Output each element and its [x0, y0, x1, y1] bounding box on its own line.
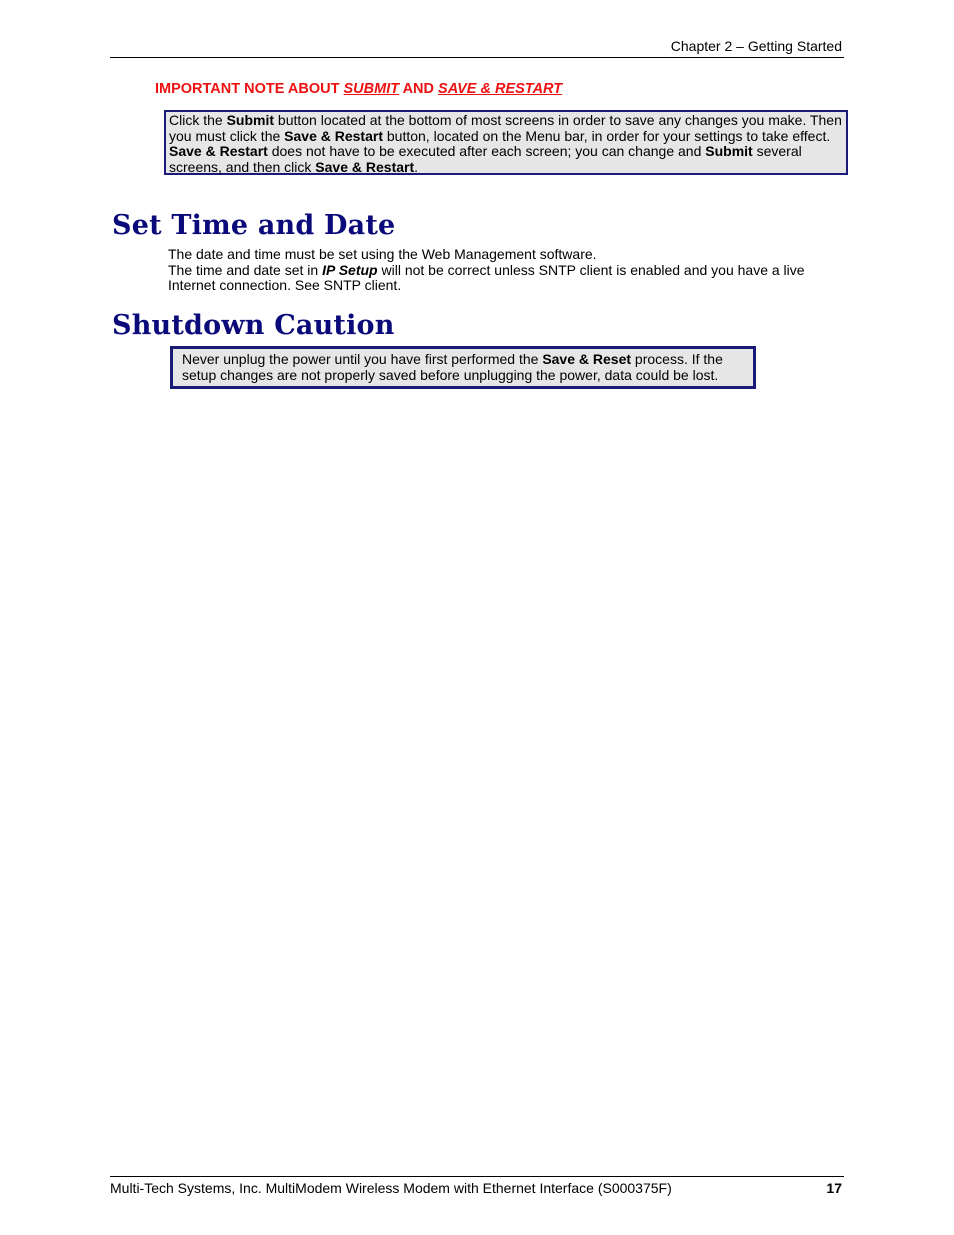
note-text: does not have to be executed after each screen; you can change and	[267, 143, 706, 160]
important-note-box	[164, 110, 848, 175]
note-text: Click the	[169, 112, 227, 128]
page-header	[110, 37, 844, 58]
note-bold-save-restart: Save & Restart	[315, 158, 415, 175]
note-bold-submit: Submit	[705, 143, 753, 160]
note-heading-save-restart: SAVE & RESTART	[438, 81, 563, 97]
note-heading-submit: SUBMIT	[343, 81, 400, 97]
page-number: 17	[826, 1180, 842, 1196]
set-time-line-2	[168, 263, 828, 294]
ip-setup-reference: IP Setup	[322, 261, 378, 278]
caution-bold-save-reset: Save & Reset	[542, 351, 632, 367]
note-bold-save-restart: Save & Restart	[284, 127, 383, 144]
note-bold-submit: Submit	[226, 112, 275, 128]
caution-text: Never unplug the power until you have first performed the	[182, 351, 543, 367]
note-text: button, located on the Menu bar, in order for your settings to take effect.	[382, 127, 831, 144]
section-title-set-time: Set Time and Date	[112, 210, 396, 241]
set-time-text: The time and date set in	[168, 261, 323, 278]
set-time-body	[168, 247, 828, 294]
page-footer	[110, 1176, 844, 1199]
shutdown-caution-box	[170, 346, 756, 389]
note-text: several screens, and then click	[169, 143, 802, 175]
set-time-text: will not be correct unless SNTP client is enabled and you have a live Internet connection. See SNTP client.	[168, 261, 805, 294]
caution-text: process. If the setup changes are not properly saved before unplugging the power, data could be lost.	[182, 351, 723, 383]
note-text: button located at the bottom of most screens in order to save any changes you make. Then you must click the	[169, 112, 842, 144]
note-bold-save-restart: Save & Restart	[169, 143, 268, 160]
note-heading-prefix: IMPORTANT NOTE ABOUT	[155, 81, 344, 97]
note-heading-and: AND	[399, 81, 439, 97]
note-text: .	[414, 158, 419, 175]
set-time-line-1: The date and time must be set using the Web Management software.	[168, 246, 597, 262]
section-title-shutdown: Shutdown Caution	[112, 310, 395, 341]
footer-product: Multi-Tech Systems, Inc. MultiModem Wireless Modem with Ethernet Interface (S000375F)	[110, 1180, 672, 1196]
chapter-title: Chapter 2 – Getting Started	[670, 38, 842, 54]
important-note-heading	[155, 81, 562, 97]
